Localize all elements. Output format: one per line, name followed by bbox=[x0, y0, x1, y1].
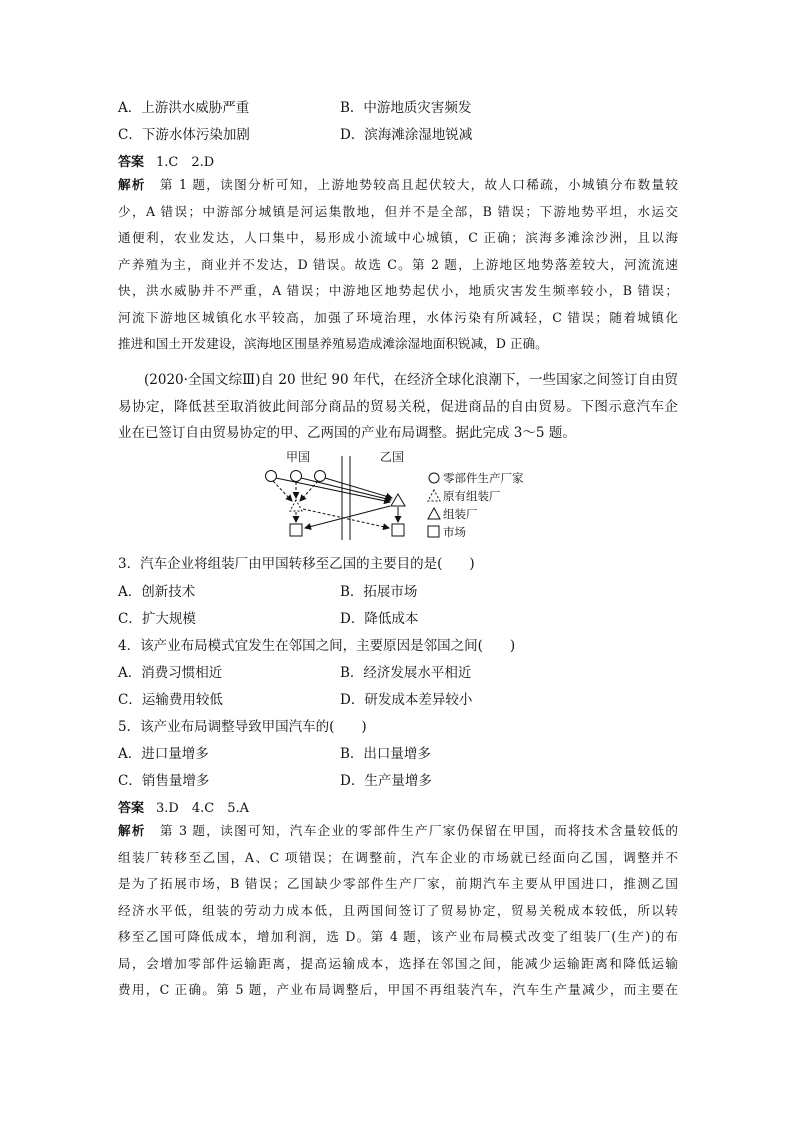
q5-option-b: B．出口量增多 bbox=[340, 746, 431, 762]
question-5-options-row-1 bbox=[118, 742, 678, 764]
question-5-options-row-2 bbox=[118, 769, 678, 791]
answer-value: 1.C 2.D bbox=[156, 155, 215, 170]
legend-assembly: 组装厂 bbox=[443, 507, 478, 521]
intro-line: (2020·全国文综Ⅲ)自 20 世纪 90 年代，在经济全球化浪潮下，一些国家之间签订自由贸 bbox=[144, 372, 678, 388]
parts-factory-icon bbox=[291, 471, 302, 482]
q5-option-c: C．销售量增多 bbox=[118, 773, 210, 789]
explanation-line: 费用，C 正确。第 5 题，产业布局调整后，甲国不再组装汽车，汽车生产量减少，而主要在 bbox=[118, 982, 678, 997]
flow-arrow bbox=[301, 478, 391, 500]
square-icon bbox=[428, 526, 439, 537]
options-row-2 bbox=[118, 123, 678, 145]
q4-option-c: C．运输费用较低 bbox=[118, 692, 223, 708]
country-b-label: 乙国 bbox=[380, 450, 405, 464]
q4-option-a: A．消费习惯相近 bbox=[118, 665, 223, 681]
flow-arrow bbox=[276, 478, 390, 502]
legend-parts-factory: 零部件生产厂家 bbox=[443, 471, 524, 485]
flow-arrow bbox=[273, 481, 292, 501]
question-3-options-row-2 bbox=[118, 607, 678, 629]
explanation-lead: 解析 bbox=[118, 177, 146, 192]
triangle-icon bbox=[428, 508, 440, 519]
dashed-triangle-icon bbox=[428, 490, 440, 501]
q4-option-b: B．经济发展水平相近 bbox=[340, 665, 472, 681]
q5-option-a: A．进口量增多 bbox=[118, 746, 209, 762]
explanation-line: 通便利，农业发达，人口集中，易形成小流域中心城镇，C 正确；滨海多滩涂沙洲，且以海 bbox=[118, 230, 678, 245]
explanation-line: 河流下游地区城镇化水平较高，加强了环境治理，水体污染有所减轻，C 错误；随着城镇化 bbox=[118, 309, 678, 325]
explanation-line: 少，A 错误；中游部分城镇是河运集散地，但并不是全部，B 错误；下游地势平坦，水运交 bbox=[118, 203, 678, 219]
intro-line: 业在已签订自由贸易协定的甲、乙两国的产业布局调整。据此完成 3～5 题。 bbox=[118, 425, 576, 441]
explanation-line: 移至乙国可降低成本，增加利润，选 D。第 4 题，该产业布局模式改变了组装厂(生产)的布 bbox=[118, 929, 678, 944]
option-d: D．滨海滩涂湿地锐减 bbox=[340, 127, 473, 143]
answer-block-2 bbox=[118, 797, 249, 816]
original-assembly-icon bbox=[290, 500, 302, 511]
explanation-line: 推进和国土开发建设，滨海地区围垦养殖易造成滩涂湿地面积锐减，D 正确。 bbox=[118, 336, 548, 351]
explanation-line: 组装厂转移至乙国，A、C 项错误；在调整前，汽车企业的市场就已经面向乙国，调整并不 bbox=[118, 849, 678, 865]
options-row-1 bbox=[118, 96, 678, 118]
answer-value: 3.D 4.C 5.A bbox=[156, 801, 249, 816]
question-5-stem: 5．该产业布局调整导致甲国汽车的( ) bbox=[118, 719, 367, 735]
q4-option-d: D．研发成本差异较小 bbox=[340, 692, 473, 708]
explanation-line: 局，会增加零部件运输距离，提高运输成本，选择在邻国之间，能减少运输距离和降低运输 bbox=[118, 955, 678, 971]
explanation-line: 快，洪水威胁并不严重，A 错误；中游地区地势起伏小，地质灾害发生频率较小，B 错误； bbox=[118, 283, 678, 298]
answer-label: 答案 bbox=[118, 801, 145, 816]
q5-option-d: D．生产量增多 bbox=[340, 773, 432, 789]
q3-option-b: B．拓展市场 bbox=[340, 584, 418, 600]
q3-option-d: D．降低成本 bbox=[340, 611, 419, 627]
parts-factory-icon bbox=[266, 471, 277, 482]
question-4-stem: 4．该产业布局模式宜发生在邻国之间，主要原因是邻国之间( ) bbox=[118, 638, 516, 654]
question-4-options-row-1 bbox=[118, 661, 678, 683]
parts-factory-icon bbox=[315, 471, 326, 482]
flow-arrow bbox=[305, 506, 390, 528]
q3-option-a: A．创新技术 bbox=[118, 584, 196, 600]
legend-market: 市场 bbox=[443, 525, 466, 539]
answer-block-1 bbox=[118, 151, 214, 170]
question-4-options-row-2 bbox=[118, 688, 678, 710]
market-icon bbox=[290, 524, 302, 536]
option-b: B．中游地质灾害频发 bbox=[340, 100, 472, 116]
explanation-line: 经济水平低，组装的劳动力成本低，且两国间签订了贸易协定，贸易关税成本较低，所以转 bbox=[118, 902, 678, 918]
assembly-icon bbox=[391, 494, 405, 506]
explanation-2 bbox=[118, 818, 678, 1004]
country-a-label: 甲国 bbox=[286, 450, 311, 464]
circle-icon bbox=[429, 473, 439, 483]
q3-option-c: C．扩大规模 bbox=[118, 611, 196, 627]
answer-label: 答案 bbox=[118, 155, 145, 170]
market-icon bbox=[392, 524, 404, 536]
question-3-options-row-1 bbox=[118, 580, 678, 602]
explanation-line: 解析 第 1 题，读图分析可知，上游地势较高且起伏较大，故人口稀疏，小城镇分布数量较 bbox=[118, 177, 678, 192]
intro-paragraph bbox=[118, 367, 678, 447]
option-c: C．下游水体污染加剧 bbox=[118, 127, 250, 143]
legend-original-assembly: 原有组装厂 bbox=[443, 489, 501, 503]
explanation-1 bbox=[118, 172, 678, 358]
question-3-stem: 3．汽车企业将组装厂由甲国转移至乙国的主要目的是( ) bbox=[118, 556, 475, 572]
industry-layout-diagram bbox=[258, 448, 548, 544]
explanation-line: 解析 第 3 题，读图可知，汽车企业的零部件生产厂家仍保留在甲国，而将技术含量较低的 bbox=[118, 823, 678, 838]
option-a: A．上游洪水威胁严重 bbox=[118, 100, 250, 116]
intro-line: 易协定，降低甚至取消彼此间部分商品的贸易关税，促进商品的自由贸易。下图示意汽车企 bbox=[118, 398, 678, 415]
explanation-line: 是为了拓展市场，B 错误；乙国缺少零部件生产厂家，前期汽车主要从甲国进口，推测乙国 bbox=[118, 876, 678, 891]
explanation-line: 产养殖为主，商业并不发达，D 错误。故选 C。第 2 题，上游地区地势落差较大，河流流速 bbox=[118, 256, 678, 272]
explanation-lead: 解析 bbox=[118, 823, 146, 838]
